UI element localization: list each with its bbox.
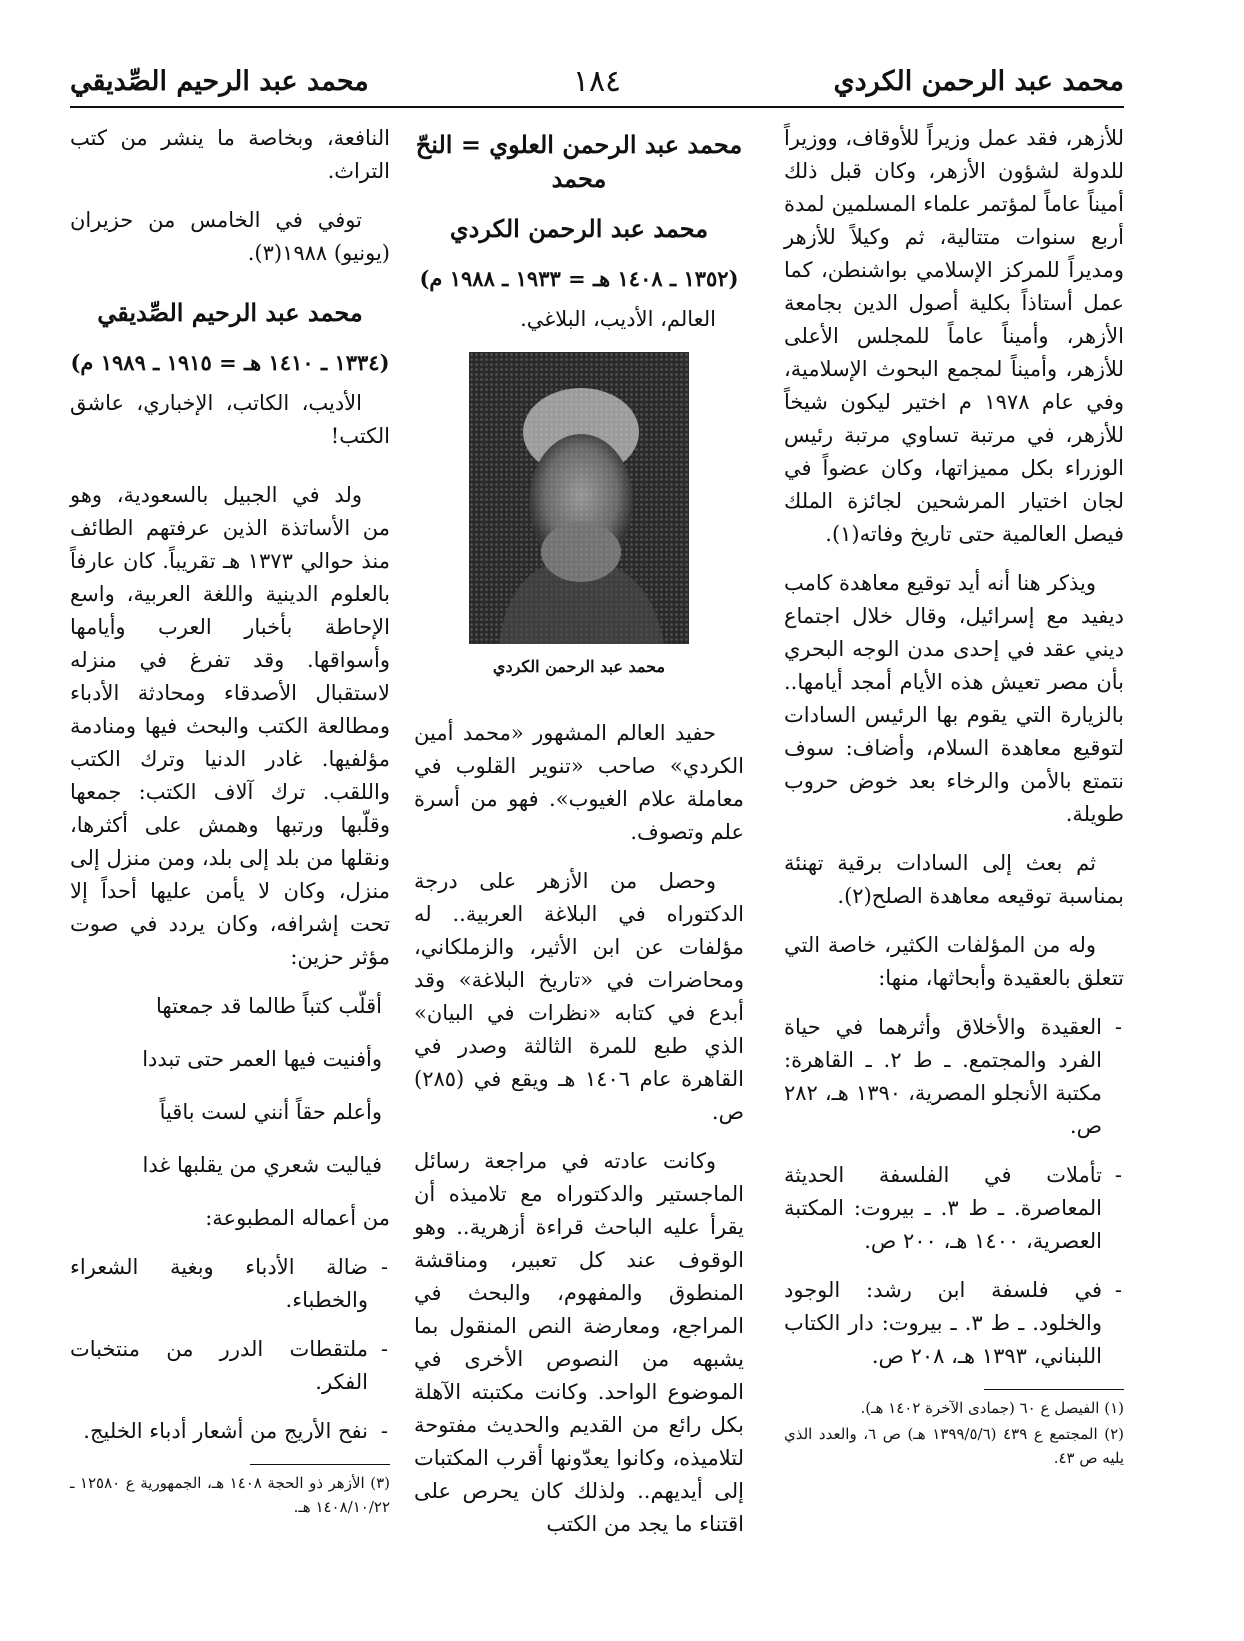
list-item: - في فلسفة ابن رشد: الوجود والخلود. ـ ط ٣. ـ بيروت: دار الكتاب اللبناني، ١٣٩٣ هـ، ٢٠٨ ص. [784,1274,1124,1373]
paragraph: ثم بعث إلى السادات برقية تهنئة بمناسبة توقيعه معاهدة الصلح(٢). [784,851,1124,908]
paragraph: ولد في الجبيل بالسعودية، وهو من الأساتذة الذين عرفتهم الطائف منذ حوالي ١٣٧٣ هـ تقريباً. كان عارفاً بالعلوم الدينية واللغة العربية، واسع الإحاطة بأخبار العرب وأيامها وأسواقها. وقد تفرغ في منزله لاستقبال الأصدقاء ومحادثة الأدباء ومطالعة الكتب والبحث فيها ومنادمة مؤلفيها. غادر الدنيا وترك الكتب واللقب. ترك آلاف الكتب: جمعها وقلّبها ورتبها وهمش على أكثرها، ونقلها من بلد إلى بلد، ومن منزل إلى منزل، وكان لا يأمن عليها أحداً إلا تحت إشرافه، وكان يردد في صوت مؤثر حزين: [70,483,390,969]
photo-caption: محمد عبد الرحمن الكردي [492,657,666,676]
header-rule [70,106,1124,108]
list-item: - ملتقطات الدرر من منتخبات الفكر. [70,1333,390,1399]
poem-line: أقلّب كتباً طالما قد جمعتها [156,994,382,1018]
poem [70,990,390,1182]
entry-dates: (١٣٥٢ ـ ١٤٠٨ هـ = ١٩٣٣ ـ ١٩٨٨ م) [419,266,739,291]
footnote-rule [250,1464,390,1465]
poem-line: فياليت شعري من يقلبها غدا [142,1153,382,1177]
entry-heading: محمد عبد الرحمن العلوي = النحّ محمد [415,130,743,193]
list-item: - نفح الأريج من أشعار أدباء الخليج. [70,1415,390,1448]
works-list [70,1251,390,1448]
paragraph: وله من المؤلفات الكثير، خاصة التي تتعلق بالعقيدة وأبحاثها، منها: [784,933,1124,990]
entry-heading: محمد عبد الرحمن الكردي [449,214,709,243]
paragraph: ويذكر هنا أنه أيد توقيع معاهدة كامب ديفيد مع إسرائيل، وقال خلال اجتماع ديني عقد في إحدى مدن الوجه البحري بأن مصر تعيش هذه الأيام أمجد أيامها.. بالزيارة التي يقوم بها الرئيس السادات لتوقيع معاهدة السلام، وأضاف: سوف نتمتع بالأمن والرخاء بعد خوض حروب طويلة. [784,571,1124,826]
list-item: - تأملات في الفلسفة الحديثة المعاصرة. ـ ط ٣. ـ بيروت: المكتبة العصرية، ١٤٠٠ هـ، ٢٠٠ ص. [784,1159,1124,1258]
entry-dates: (١٣٣٤ ـ ١٤١٠ هـ = ١٩١٥ ـ ١٩٨٩ م) [70,350,390,375]
footnote: (٢) المجتمع ع ٤٣٩ (١٣٩٩/٥/٦ هـ) ص ٦، والعدد الذي يليه ص ٤٣. [784,1425,1124,1467]
portrait-image [469,352,689,644]
entry-heading: محمد عبد الرحيم الصِّديقي [97,298,363,327]
column-left [70,122,390,1519]
paragraph: حفيد العالم المشهور «محمد أمين الكردي» صاحب «تنوير القلوب في معاملة علام الغيوب». فهو من أسرة علم وتصوف. [414,721,744,844]
footnote: (١) الفيصل ع ٦٠ (جمادى الآخرة ١٤٠٢ هـ). [860,1399,1124,1417]
poem-line: وأفنيت فيها العمر حتى تبددا [142,1047,382,1071]
paragraph: وحصل من الأزهر على درجة الدكتوراه في البلاغة العربية.. له مؤلفات عن ابن الأثير، والزملكاني، ومحاضرات في «تاريخ البلاغة» وقد أبدع في كتابه «نظرات في البيان» الذي طبع للمرة الثالثة وصدر في القاهرة عام ١٤٠٦ هـ ويقع في (٢٨٥) ص. [414,869,745,1124]
paragraph: للأزهر، فقد عمل وزيراً للأوقاف، ووزيراً للدولة لشؤون الأزهر، وكان قبل ذلك أميناً عاماً لمؤتمر علماء المسلمين لمدة أربع سنوات متتالية، ثم وكيلاً للأزهر ومديراً للمركز الإسلامي بواشنطن، كما عمل أستاذاً بكلية أصول الدين بجامعة الأزهر، وأميناً عاماً للمجلس الأعلى للأزهر، وأميناً لمجمع البحوث الإسلامية، وفي عام ١٩٧٨ م اختير ليكون شيخاً للأزهر، في مرتبة تساوي مرتبة رئيس الوزراء بكل مميزاتها، وكان عضواً في لجان اختيار المرشحين لجائزة الملك فيصل العالمية حتى تاريخ وفاته(١). [784,126,1124,546]
entry-description: العالم، الأديب، البلاغي. [520,307,716,331]
book-list [784,1011,1124,1373]
footnote-rule [984,1389,1124,1390]
paragraph: وكانت عادته في مراجعة رسائل الماجستير والدكتوراه مع تلاميذه أن يقرأ عليه الباحث قراءة أزهرية.. وهو الوقوف عند كل تعبير، ومناقشة المنطوق والمفهوم، والبحث في المراجع، ومعارضة النص المنقول بما يشبهه من النصوص الأخرى في الموضوع الواحد. وكانت مكتبته الآهلة بكل رائع من القديم والحديث مفتوحة لتلاميذه، وكانوا يعدّونها أقرب المكتبات إلى أيديهم.. ولذلك كان يحرص على اقتناء ما يجد من الكتب [414,1149,744,1536]
paragraph: توفي في الخامس من حزيران (يونيو) ١٩٨٨(٣). [70,208,390,265]
footnotes [784,1396,1124,1470]
entry-description: الأديب، الكاتب، الإخباري، عاشق الكتب! [70,391,390,448]
column-right [784,122,1124,1472]
page-header [70,62,1124,106]
paragraph: من أعماله المطبوعة: [205,1206,390,1230]
paragraph: النافعة، وبخاصة ما ينشر من كتب التراث. [70,126,390,183]
column-middle [414,122,744,1557]
list-item: - ضالة الأدباء وبغية الشعراء والخطباء. [70,1251,390,1317]
portrait-photo [469,352,689,644]
footnote: (٣) الأزهر ذو الحجة ١٤٠٨ هـ، الجمهورية ع ١٢٥٨٠ ـ ١٤٠٨/١٠/٢٢ هـ. [70,1474,390,1516]
running-head-left: محمد عبد الرحيم الصِّديقي [70,66,369,97]
running-head-right: محمد عبد الرحمن الكردي [833,66,1124,97]
page-number: ١٨٤ [572,64,622,99]
list-item: - العقيدة والأخلاق وأثرهما في حياة الفرد والمجتمع. ـ ط ٢. ـ القاهرة: مكتبة الأنجلو المصرية، ١٣٩٠ هـ، ٢٨٢ ص. [784,1011,1124,1143]
poem-line: وأعلم حقاً أنني لست باقياً [159,1100,382,1124]
